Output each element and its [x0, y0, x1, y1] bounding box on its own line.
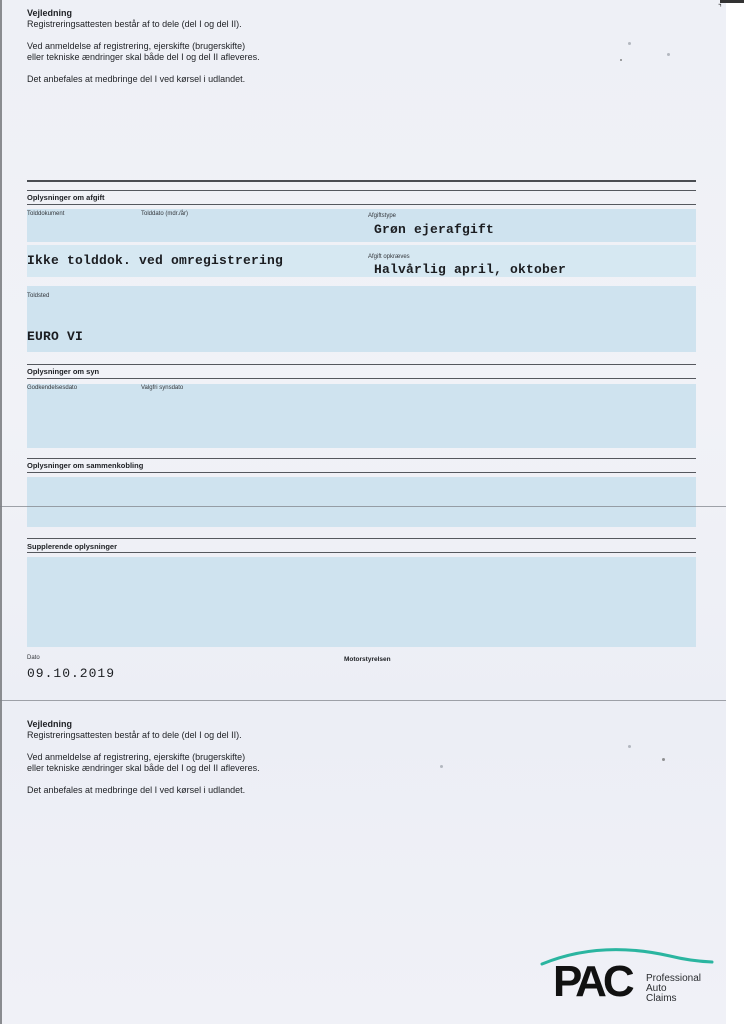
- tolddokument-value: Ikke tolddok. ved omregistrering: [27, 253, 284, 268]
- section-title-supplerende: Supplerende oplysninger: [27, 542, 118, 551]
- scan-speck: [628, 745, 631, 748]
- field-band: [27, 557, 696, 647]
- logo-line: Claims: [646, 993, 677, 1004]
- divider: [27, 378, 696, 379]
- valgfri-synsdato-label: Valgfri synsdato: [141, 385, 184, 391]
- guide-line: Ved anmeldelse af registrering, ejerskifte (brugerskifte): [27, 752, 246, 762]
- divider: [27, 552, 696, 553]
- field-band: [27, 286, 696, 352]
- field-band: [27, 477, 696, 527]
- logo-line: Auto: [646, 983, 667, 994]
- authority-name: Motorstyrelsen: [344, 656, 391, 663]
- paper-fold: [0, 700, 726, 701]
- paper-fold: [0, 506, 726, 507]
- divider: [27, 472, 696, 473]
- toldsted-value: EURO VI: [27, 329, 84, 344]
- corner-mark: ⌝: [718, 3, 722, 12]
- divider: [27, 204, 696, 205]
- section-title-syn: Oplysninger om syn: [27, 367, 100, 376]
- pac-logo: [540, 942, 720, 1012]
- guide-line: eller tekniske ændringer skal både del I og del II afleveres.: [27, 52, 260, 62]
- afgiftstype-label: Afgiftstype: [368, 213, 397, 219]
- guide-line: Registreringsattesten består af to dele (del I og del II).: [27, 730, 242, 740]
- guide-top: [27, 8, 260, 85]
- dato-value: 09.10.2019: [27, 666, 116, 681]
- field-band: [27, 209, 696, 242]
- scan-speck: [628, 42, 631, 45]
- scan-speck: [620, 59, 622, 61]
- guide-line: Det anbefales at medbringe del I ved kørsel i udlandet.: [27, 785, 246, 795]
- tolddato-label: Tolddato (mdr./år): [141, 211, 189, 217]
- divider: [27, 190, 696, 191]
- field-band: [27, 384, 696, 448]
- opkraeves-value: Halvårlig april, oktober: [374, 262, 567, 277]
- scan-speck: [440, 765, 443, 768]
- guide-title: Vejledning: [27, 719, 73, 729]
- guide-line: Det anbefales at medbringe del I ved kørsel i udlandet.: [27, 74, 246, 84]
- logo-mark: PAC: [553, 957, 631, 1006]
- guide-title: Vejledning: [27, 8, 73, 18]
- divider: [27, 364, 696, 365]
- section-title-afgift: Oplysninger om afgift: [27, 193, 105, 202]
- divider: [27, 538, 696, 539]
- opkraeves-label: Afgift opkræves: [368, 254, 410, 260]
- scan-edge: [720, 0, 744, 3]
- guide-line: Ved anmeldelse af registrering, ejerskifte (brugerskifte): [27, 41, 246, 51]
- godkendelsesdato-label: Godkendelsesdato: [27, 385, 78, 391]
- logo-tagline: [646, 974, 701, 1004]
- tolddokument-label: Tolddokument: [27, 211, 65, 217]
- guide-bottom: [27, 719, 260, 796]
- logo-line: Professional: [646, 973, 702, 984]
- scan-speck: [662, 758, 665, 761]
- section-title-sammenkobling: Oplysninger om sammenkobling: [27, 461, 144, 470]
- guide-line: Registreringsattesten består af to dele (del I og del II).: [27, 19, 242, 29]
- afgiftstype-value: Grøn ejerafgift: [374, 222, 495, 237]
- divider: [27, 458, 696, 459]
- guide-line: eller tekniske ændringer skal både del I og del II afleveres.: [27, 763, 260, 773]
- dato-label: Dato: [27, 655, 40, 661]
- toldsted-label: Toldsted: [27, 293, 50, 299]
- scan-speck: [667, 53, 670, 56]
- divider: [27, 180, 696, 182]
